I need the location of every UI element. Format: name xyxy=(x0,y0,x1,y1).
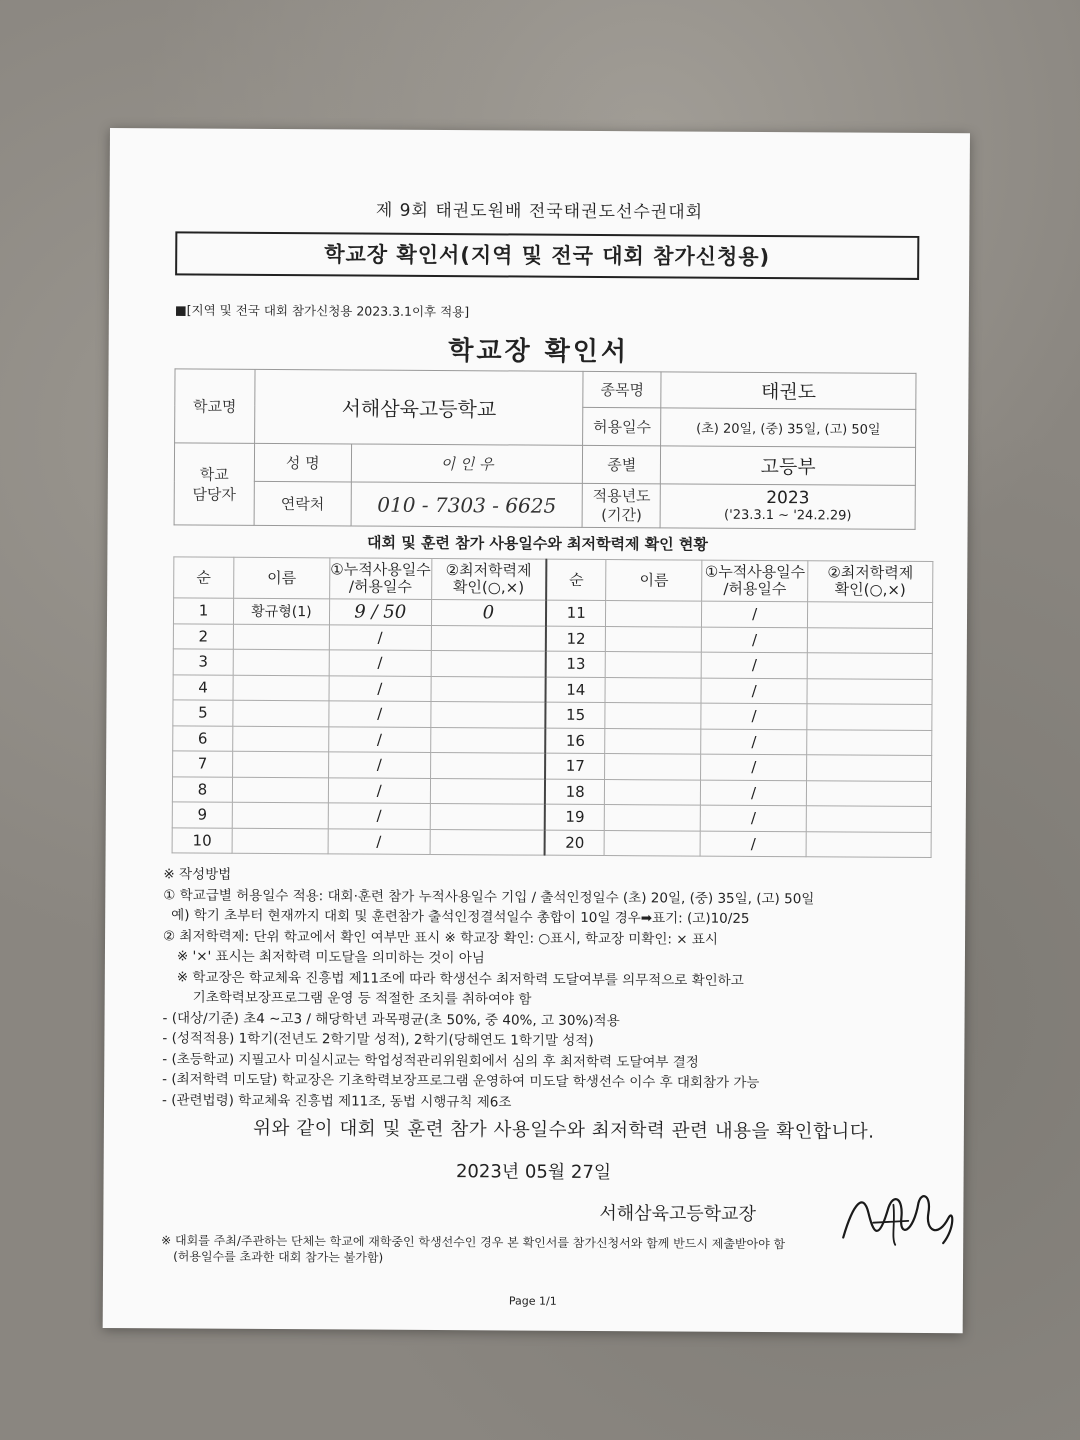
instruction-line: ※ 작성방법 xyxy=(163,866,232,883)
footnote-line: (허용일수를 초과한 대회 참가는 불가함) xyxy=(173,1249,384,1265)
contact-handwritten: 010 - 7303 - 6625 xyxy=(351,482,583,527)
cell-name xyxy=(233,649,329,675)
cell-check xyxy=(807,678,932,704)
page-number: Page 1/1 xyxy=(508,1294,557,1308)
cell-no: 10 xyxy=(172,827,232,853)
cell-name xyxy=(605,677,701,703)
cell-no: 17 xyxy=(545,753,605,779)
cell-no: 13 xyxy=(546,651,606,677)
header-name: 이름 xyxy=(606,560,702,602)
cell-check xyxy=(430,727,545,753)
category-value: 고등부 xyxy=(661,446,916,486)
cell-check xyxy=(431,676,546,702)
cell-no: 9 xyxy=(172,802,232,828)
cell-days: / xyxy=(328,726,430,752)
cell-check xyxy=(807,627,932,653)
cell-no: 19 xyxy=(545,804,605,830)
applicability-note: ■[지역 및 전국 대회 참가신청용 2023.3.1이후 적용] xyxy=(174,302,470,320)
cell-name xyxy=(606,626,702,652)
confirmation-statement: 위와 같이 대회 및 훈련 참가 사용일수와 최저학력 관련 내용을 확인합니다. xyxy=(253,1117,875,1143)
cell-days: / xyxy=(701,652,807,678)
header-check: ②최저학력제 확인(○,×) xyxy=(808,561,933,603)
year-cell xyxy=(660,484,915,530)
cell-no: 1 xyxy=(173,598,233,624)
cell-days: / xyxy=(702,627,808,653)
cell-name xyxy=(606,601,702,627)
category-label: 종별 xyxy=(583,445,661,483)
cell-days: / xyxy=(328,828,430,854)
cell-no: 20 xyxy=(545,830,605,856)
cell-check xyxy=(431,625,546,651)
cell-check xyxy=(806,780,931,806)
manager-name-handwritten: 이 인 우 xyxy=(351,444,583,483)
document-paper xyxy=(103,128,970,1333)
cell-check xyxy=(430,829,545,855)
school-value: 서해삼육고등학교 xyxy=(254,369,583,445)
cell-days: / xyxy=(328,752,430,778)
form-title: 학교장 확인서(지역 및 전국 대회 참가신청용) xyxy=(175,231,919,280)
cell-days: / xyxy=(701,729,807,755)
principal-title: 서해삼육고등학교장 xyxy=(599,1203,756,1225)
instructions xyxy=(162,864,963,1115)
cell-no: 8 xyxy=(172,776,232,802)
cell-days: / xyxy=(701,678,807,704)
cell-days: 9 / 50 xyxy=(329,599,431,625)
footnote xyxy=(161,1232,961,1269)
cell-check xyxy=(430,778,545,804)
cell-name xyxy=(233,675,329,701)
instruction-line: - (성적적용) 1학기(전년도 2학기말 성적), 2학기(당해연도 1학기말 성적) xyxy=(162,1030,594,1049)
cell-name xyxy=(605,805,701,831)
cell-check xyxy=(807,729,932,755)
instruction-line: ※ '×' 표시는 최저학력 미도달을 의미하는 것이 아님 xyxy=(176,948,485,967)
cell-days: / xyxy=(329,650,431,676)
footnote-line: ※ 대회를 주최/주관하는 단체는 학교에 재학중인 학생선수인 경우 본 확인서를 참가신청서와 함께 반드시 제출받아야 함 xyxy=(161,1233,786,1252)
instruction-line: - (초등학교) 지필고사 미실시교는 학업성적관리위원회에서 심의 후 최저학력 도달여부 결정 xyxy=(162,1050,699,1071)
cell-days: / xyxy=(329,701,431,727)
sport-label: 종목명 xyxy=(583,371,661,407)
school-info-table xyxy=(174,368,917,530)
allowed-days-label: 허용일수 xyxy=(583,407,661,445)
cell-days: / xyxy=(700,805,806,831)
instruction-line: ② 최저학력제: 단위 학교에서 확인 여부만 표시 ※ 학교장 확인: ○표시, 학교장 미확인: × 표시 xyxy=(163,927,718,948)
event-title: 제 9회 태권도원배 전국태권도선수권대회 xyxy=(375,200,704,223)
cell-name xyxy=(605,754,701,780)
header-no: 순 xyxy=(174,557,234,598)
cell-check xyxy=(806,831,931,857)
cell-no: 15 xyxy=(545,702,605,728)
cell-no: 3 xyxy=(173,649,233,675)
manager-label: 학교 담당자 xyxy=(174,443,254,525)
instruction-line: ※ 학교장은 학교체육 진흥법 제11조에 따라 학생선수 최저학력 도달여부를 의무적으로 확인하고 xyxy=(176,968,744,989)
cell-check: 0 xyxy=(431,599,546,625)
cell-check xyxy=(808,602,933,628)
cell-days: / xyxy=(701,754,807,780)
cell-no: 2 xyxy=(173,623,233,649)
cell-no: 16 xyxy=(545,728,605,754)
cell-check xyxy=(431,650,546,676)
cell-days: / xyxy=(328,803,430,829)
athlete-table xyxy=(172,556,934,858)
cell-no: 12 xyxy=(546,626,606,652)
instruction-line: - (최저학력 미도달) 학교장은 기초학력보장프로그램 운영하여 미도달 학생선수 이수 후 대회참가 가능 xyxy=(162,1071,760,1091)
allowed-days-value: (초) 20일, (중) 35일, (고) 50일 xyxy=(661,408,916,448)
instruction-line: - (관련법령) 학교체육 진흥법 제11조, 동법 시행규칙 제6조 xyxy=(162,1091,512,1110)
cell-name: 황규형(1) xyxy=(233,598,329,624)
sport-value: 태권도 xyxy=(661,372,916,410)
cell-days: / xyxy=(328,777,430,803)
cell-name xyxy=(605,703,701,729)
cell-no: 6 xyxy=(173,725,233,751)
main-title: 학교장 확인서 xyxy=(448,336,630,368)
cell-no: 4 xyxy=(173,674,233,700)
cell-name xyxy=(606,652,702,678)
header-check: ②최저학력제 확인(○,×) xyxy=(431,558,546,600)
header-no: 순 xyxy=(546,559,606,600)
cell-days: / xyxy=(701,703,807,729)
cell-check xyxy=(807,755,932,781)
instruction-line: - (대상/기준) 초4 ~고3 / 해당학년 과목평균(초 50%, 중 40%, 고 30%)적용 xyxy=(162,1009,620,1029)
cell-check xyxy=(807,653,932,679)
instruction-line: 기초학력보장프로그램 운영 등 적절한 조치를 취하여야 함 xyxy=(192,989,532,1008)
year-value: 2023 xyxy=(766,487,810,508)
cell-days: / xyxy=(702,601,808,627)
cell-name xyxy=(232,751,328,777)
instruction-line: ① 학교급별 허용일수 적용: 대회·훈련 참가 누적사용일수 기입 / 출석인정일수 (초) 20일, (중) 35일, (고) 50일 xyxy=(163,886,815,907)
cell-check xyxy=(807,704,932,730)
header-days: ①누적사용일수 /허용일수 xyxy=(702,560,808,602)
cell-check xyxy=(430,752,545,778)
instruction-line: 예) 학기 초부터 현재까지 대회 및 훈련참가 출석인정결석일수 총합이 10일 경우➡표기: (고)10/25 xyxy=(171,907,750,927)
table-header-row xyxy=(174,557,933,603)
cell-name xyxy=(232,828,328,854)
cell-no: 14 xyxy=(546,677,606,703)
cell-no: 5 xyxy=(173,700,233,726)
cell-days: / xyxy=(329,675,431,701)
year-label: 적용년도 (기간) xyxy=(582,483,660,527)
cell-days: / xyxy=(701,780,807,806)
school-label: 학교명 xyxy=(175,369,255,443)
section-title: 대회 및 훈련 참가 사용일수와 최저학력제 확인 현황 xyxy=(366,533,708,554)
cell-name xyxy=(605,728,701,754)
cell-name xyxy=(233,700,329,726)
period-value: ('23.3.1 ~ '24.2.29) xyxy=(724,507,852,524)
cell-no: 11 xyxy=(546,600,606,626)
cell-check xyxy=(430,701,545,727)
contact-label: 연락처 xyxy=(254,481,351,526)
cell-name xyxy=(232,777,328,803)
cell-check xyxy=(430,803,545,829)
cell-days: / xyxy=(700,831,806,857)
cell-check xyxy=(806,806,931,832)
table-row xyxy=(172,827,931,857)
name-label: 성 명 xyxy=(254,443,351,482)
signing-date: 2023년 05월 27일 xyxy=(455,1161,612,1184)
cell-no: 18 xyxy=(545,779,605,805)
cell-name xyxy=(232,802,328,828)
cell-days: / xyxy=(329,624,431,650)
cell-name xyxy=(604,830,700,856)
header-name: 이름 xyxy=(234,557,330,599)
header-days: ①누적사용일수 /허용일수 xyxy=(329,558,431,600)
cell-name xyxy=(233,624,329,650)
cell-name xyxy=(233,726,329,752)
cell-no: 7 xyxy=(173,751,233,777)
cell-name xyxy=(605,779,701,805)
